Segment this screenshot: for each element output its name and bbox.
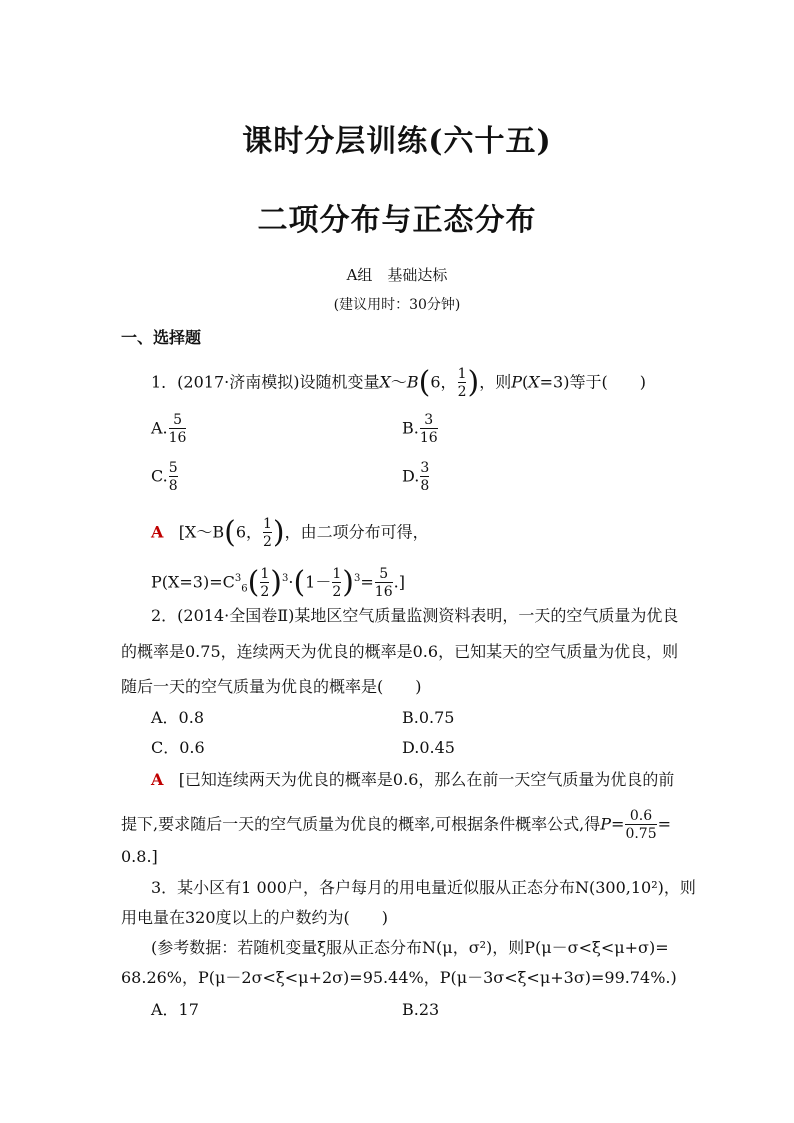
q1-stem-pre: 1．(2017·济南模拟)设随机变量 <box>151 372 380 392</box>
q3-option-a: A．17 <box>151 1000 199 1019</box>
q3-stem-line1: 3．某小区有1 000户，各户每月的用电量近似服从正态分布N(300,10²)，则 <box>151 878 696 897</box>
q1-stem-mid: ，则 <box>479 372 512 392</box>
q1-solution-line1: A [X～B(6， $\frac{1}{2}$ )，由二项分布可得， <box>151 515 429 550</box>
q2-option-b: B.0.75 <box>402 708 455 727</box>
q1-option-b: B. $\frac{3}{16}$ <box>402 412 438 446</box>
q3-option-b: B.23 <box>402 1000 440 1019</box>
q2-solution-line1: A [已知连续两天为优良的概率是0.6，那么在前一天空气质量为优良的前 <box>151 770 675 789</box>
q2-option-d: D.0.45 <box>402 738 455 757</box>
q3-stem-line2: 用电量在320度以上的户数约为( ) <box>121 908 389 927</box>
q2-solution-line3: 0.8.] <box>121 847 158 866</box>
group-label: A组 基础达标 <box>346 266 448 284</box>
q1-stem-post: 等于( ) <box>569 372 646 392</box>
q2-solution-line2: 提下,要求随后一天的空气质量为优良的概率,可根据条件概率公式,得P= $\frac{0.6}{0.75}$ = <box>121 808 672 842</box>
page-title: 课时分层训练(六十五) <box>242 124 552 159</box>
q2-stem-line3: 随后一天的空气质量为优良的概率是( ) <box>121 677 422 696</box>
page-subtitle: 二项分布与正态分布 <box>257 203 537 238</box>
q2-stem-line1: 2．(2014·全国卷Ⅱ)某地区空气质量监测资料表明，一天的空气质量为优良 <box>151 606 679 625</box>
q3-reference-line2: 68.26%，P(μ－2σ<ξ<μ+2σ)=95.44%，P(μ－3σ<ξ<μ+3σ)=99.74%.) <box>121 968 677 987</box>
q3-reference-line1: (参考数据：若随机变量ξ服从正态分布N(μ，σ²)，则P(μ－σ<ξ<μ+σ)= <box>151 938 669 957</box>
q2-answer: A <box>151 770 164 789</box>
q1-option-a: A. $\frac{5}{16}$ <box>151 412 187 446</box>
q1-option-d: D. $\frac{3}{8}$ <box>402 460 430 494</box>
q1-option-c: C. $\frac{5}{8}$ <box>151 460 178 494</box>
q2-option-c: C．0.6 <box>151 738 205 757</box>
q1-stem: 1．(2017·济南模拟)设随机变量X～B(6， $\frac{1}{2}$ )，则P(X=3)等于( ) <box>151 365 646 400</box>
section-heading: 一、选择题 <box>121 328 202 347</box>
q1-answer: A <box>151 522 164 542</box>
q2-stem-line2: 的概率是0.75，连续两天为优良的概率是0.6，已知某天的空气质量为优良，则 <box>121 642 679 661</box>
q2-option-a: A．0.8 <box>151 708 205 727</box>
time-suggestion: (建议用时：30分钟) <box>333 297 461 313</box>
q1-solution-line2: $P(X=3)=C^3_6$( $\frac{1}{2}$ )$^3$·(1－ $\frac{1}{2}$ )$^3$= $\frac{5}{16}$ .] <box>151 565 405 600</box>
